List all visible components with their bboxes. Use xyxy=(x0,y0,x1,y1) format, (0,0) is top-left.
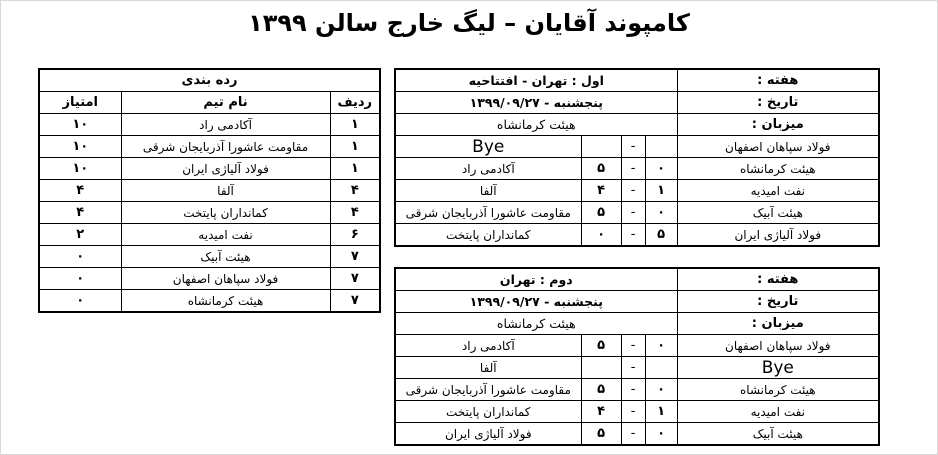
score-separator: - xyxy=(621,202,645,224)
match-right-score-cell: ۱ xyxy=(645,401,677,423)
date-row xyxy=(395,92,879,114)
rank-cell: ۶ xyxy=(330,224,380,246)
host-row xyxy=(395,114,879,136)
week-value: اول : تهران - افتتاحیه xyxy=(395,69,677,92)
points-column-header: امتیاز xyxy=(39,92,121,114)
standings-row xyxy=(39,202,380,224)
standings-title-row xyxy=(39,69,380,92)
score-separator: - xyxy=(621,357,645,379)
match-row xyxy=(395,202,879,224)
score-separator: - xyxy=(621,335,645,357)
match-right-score-cell: ۰ xyxy=(645,423,677,446)
points-cell: ۱۰ xyxy=(39,114,121,136)
match-right-team-cell: فولاد سپاهان اصفهان xyxy=(677,335,879,357)
week-2-table xyxy=(394,267,880,446)
score-separator: - xyxy=(621,379,645,401)
match-left-team-cell: فولاد آلیاژی ایران xyxy=(395,423,581,446)
match-row xyxy=(395,423,879,446)
match-left-team-cell: آکادمی راد xyxy=(395,335,581,357)
team-cell: نفت امیدیه xyxy=(121,224,330,246)
match-right-team-cell: هیئت کرمانشاه xyxy=(677,158,879,180)
match-left-team-cell: مقاومت عاشورا آذربایجان شرقی xyxy=(395,379,581,401)
rank-cell: ۴ xyxy=(330,180,380,202)
match-right-team-cell: هیئت آبیک xyxy=(677,423,879,446)
match-right-team-cell: هیئت کرمانشاه xyxy=(677,379,879,401)
rank-column-header: ردیف xyxy=(330,92,380,114)
match-left-score-cell xyxy=(581,357,621,379)
team-cell: فولاد آلیاژی ایران xyxy=(121,158,330,180)
date-label: تاریخ : xyxy=(677,92,879,114)
week-value: دوم : تهران xyxy=(395,268,677,291)
date-value: پنجشنبه - ۱۳۹۹/۰۹/۲۷ xyxy=(395,291,677,313)
match-left-score-cell: ۵ xyxy=(581,158,621,180)
match-left-score-cell xyxy=(581,136,621,158)
score-separator: - xyxy=(621,224,645,247)
match-right-score-cell: ۰ xyxy=(645,335,677,357)
points-cell: ۱۰ xyxy=(39,158,121,180)
standings-row xyxy=(39,224,380,246)
host-value: هیئت کرمانشاه xyxy=(395,313,677,335)
rank-cell: ۷ xyxy=(330,268,380,290)
host-label: میزبان : xyxy=(677,313,879,335)
week-row xyxy=(395,268,879,291)
match-left-team-cell: آکادمی راد xyxy=(395,158,581,180)
points-cell: ۴ xyxy=(39,202,121,224)
week-label: هفته : xyxy=(677,69,879,92)
match-row xyxy=(395,335,879,357)
week-row xyxy=(395,69,879,92)
standings-title: رده بندی xyxy=(39,69,380,92)
team-cell: فولاد سپاهان اصفهان xyxy=(121,268,330,290)
standings-table xyxy=(38,68,381,313)
match-left-score-cell: ۴ xyxy=(581,180,621,202)
score-separator: - xyxy=(621,423,645,446)
match-right-team-cell: هیئت آبیک xyxy=(677,202,879,224)
standings-row xyxy=(39,136,380,158)
match-right-team-cell: نفت امیدیه xyxy=(677,180,879,202)
team-cell: آلفا xyxy=(121,180,330,202)
match-row xyxy=(395,180,879,202)
rank-cell: ۱ xyxy=(330,158,380,180)
match-row xyxy=(395,158,879,180)
week-label: هفته : xyxy=(677,268,879,291)
points-cell: ۰ xyxy=(39,268,121,290)
match-row xyxy=(395,401,879,423)
match-right-team-cell: نفت امیدیه xyxy=(677,401,879,423)
rank-cell: ۷ xyxy=(330,246,380,268)
standings-row xyxy=(39,268,380,290)
team-cell: آکادمی راد xyxy=(121,114,330,136)
standings-row xyxy=(39,290,380,313)
host-value: هیئت کرمانشاه xyxy=(395,114,677,136)
standings-header-row xyxy=(39,92,380,114)
points-cell: ۲ xyxy=(39,224,121,246)
team-column-header: نام تیم xyxy=(121,92,330,114)
rank-cell: ۷ xyxy=(330,290,380,313)
date-value: پنجشنبه - ۱۳۹۹/۰۹/۲۷ xyxy=(395,92,677,114)
week-1-table xyxy=(394,68,880,247)
standings-row xyxy=(39,158,380,180)
match-left-score-cell: ۵ xyxy=(581,423,621,446)
date-label: تاریخ : xyxy=(677,291,879,313)
host-label: میزبان : xyxy=(677,114,879,136)
match-row xyxy=(395,224,879,247)
match-right-score-cell: ۰ xyxy=(645,202,677,224)
match-row xyxy=(395,357,879,379)
match-left-team-cell: Bye xyxy=(395,136,581,158)
score-separator: - xyxy=(621,136,645,158)
match-right-team-cell: فولاد آلیاژی ایران xyxy=(677,224,879,247)
rank-cell: ۱ xyxy=(330,136,380,158)
points-cell: ۰ xyxy=(39,246,121,268)
rank-cell: ۱ xyxy=(330,114,380,136)
team-cell: مقاومت عاشورا آذربایجان شرقی xyxy=(121,136,330,158)
host-row xyxy=(395,313,879,335)
score-separator: - xyxy=(621,180,645,202)
match-right-score-cell: ۰ xyxy=(645,379,677,401)
match-right-score-cell xyxy=(645,357,677,379)
score-separator: - xyxy=(621,401,645,423)
match-right-score-cell xyxy=(645,136,677,158)
match-right-team-cell: فولاد سپاهان اصفهان xyxy=(677,136,879,158)
match-row xyxy=(395,379,879,401)
match-left-team-cell: آلفا xyxy=(395,357,581,379)
team-cell: هیئت آبیک xyxy=(121,246,330,268)
match-left-team-cell: مقاومت عاشورا آذربایجان شرقی xyxy=(395,202,581,224)
match-row xyxy=(395,136,879,158)
match-right-score-cell: ۵ xyxy=(645,224,677,247)
match-left-team-cell: کمانداران پایتخت xyxy=(395,401,581,423)
standings-row xyxy=(39,246,380,268)
match-left-score-cell: ۵ xyxy=(581,379,621,401)
rank-cell: ۴ xyxy=(330,202,380,224)
points-cell: ۱۰ xyxy=(39,136,121,158)
points-cell: ۴ xyxy=(39,180,121,202)
match-left-team-cell: آلفا xyxy=(395,180,581,202)
match-right-score-cell: ۰ xyxy=(645,158,677,180)
team-cell: هیئت کرمانشاه xyxy=(121,290,330,313)
match-right-score-cell: ۱ xyxy=(645,180,677,202)
match-left-team-cell: کمانداران پایتخت xyxy=(395,224,581,247)
match-right-team-cell: Bye xyxy=(677,357,879,379)
points-cell: ۰ xyxy=(39,290,121,313)
team-cell: کمانداران پایتخت xyxy=(121,202,330,224)
score-separator: - xyxy=(621,158,645,180)
standings-row xyxy=(39,114,380,136)
match-left-score-cell: ۰ xyxy=(581,224,621,247)
standings-row xyxy=(39,180,380,202)
page-title: کامپوند آقایان – لیگ خارج سالن ۱۳۹۹ xyxy=(248,9,690,37)
match-left-score-cell: ۵ xyxy=(581,202,621,224)
match-left-score-cell: ۴ xyxy=(581,401,621,423)
match-left-score-cell: ۵ xyxy=(581,335,621,357)
date-row xyxy=(395,291,879,313)
